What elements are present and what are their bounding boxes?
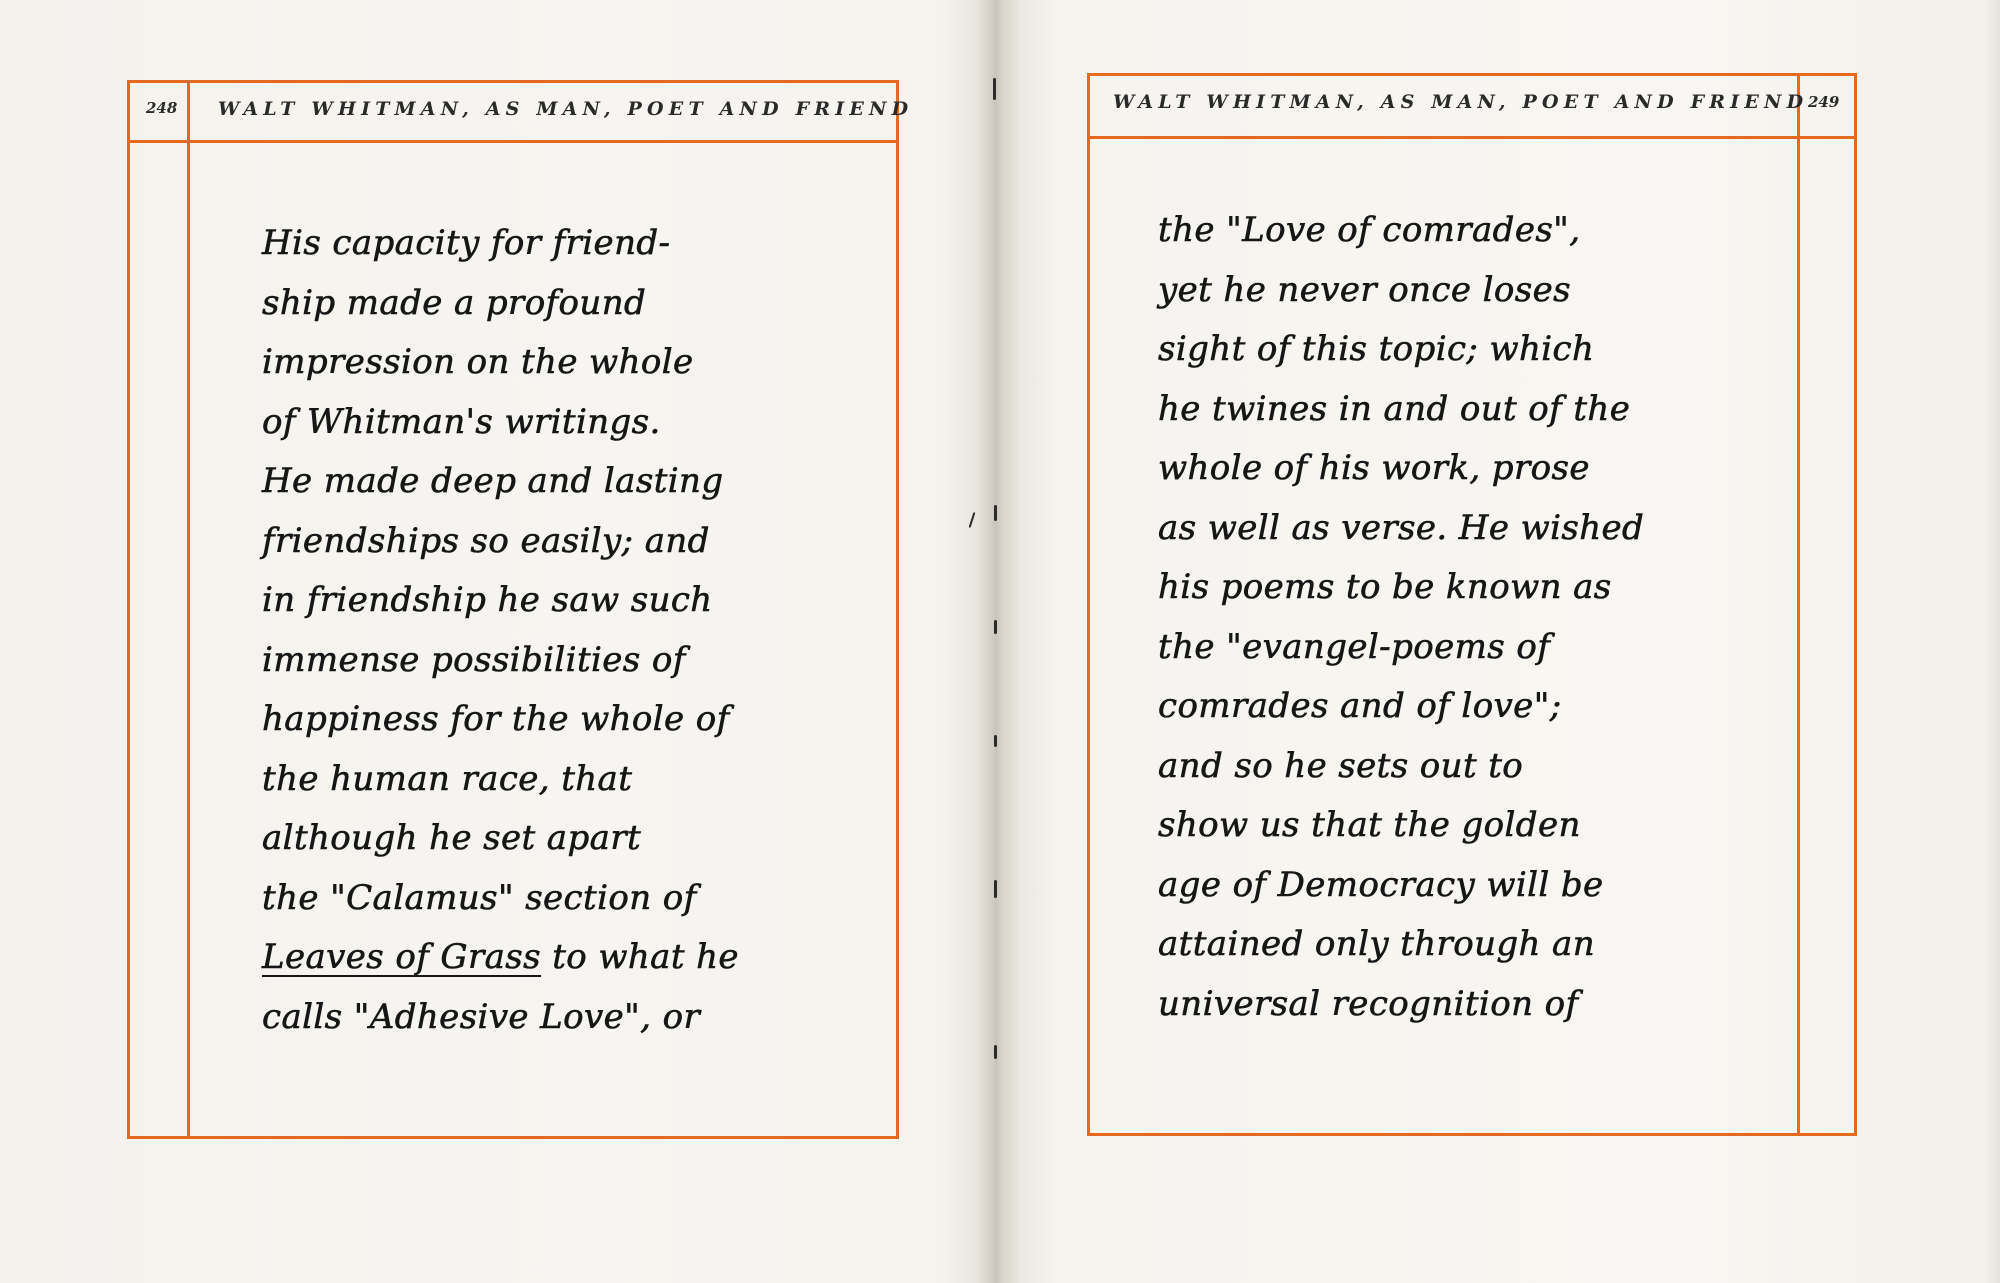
- text-line: impression on the whole: [262, 342, 694, 382]
- handwritten-text: [1158, 201, 1644, 1034]
- text-line: friendships so easily; and: [262, 520, 710, 561]
- underlined-book-title: Leaves of Grass: [262, 937, 541, 977]
- text-line: he twines in and out of the: [1158, 388, 1631, 429]
- running-head: WALT WHITMAN, AS MAN, POET AND FRIEND: [1113, 91, 1809, 113]
- text-line: universal recognition of: [1158, 983, 1579, 1024]
- text-line: yet he never once loses: [1158, 269, 1571, 310]
- text-line: He made deep and lasting: [262, 461, 724, 501]
- text-line: show us that the golden: [1158, 805, 1581, 845]
- text-line: calls "Adhesive Love", or: [262, 996, 701, 1037]
- right-header-rule: [1087, 136, 1857, 139]
- text-line: age of Democracy will be: [1158, 864, 1604, 905]
- text-line: his poems to be known as: [1158, 567, 1612, 607]
- text-line: as well as verse. He wished: [1158, 507, 1645, 548]
- text-line: although he set apart: [262, 818, 642, 858]
- text-line: immense possibilities of: [262, 639, 686, 680]
- running-head: WALT WHITMAN, AS MAN, POET AND FRIEND: [218, 98, 914, 120]
- text-line: of Whitman's writings.: [262, 401, 661, 442]
- text-line: the human race, that: [262, 758, 633, 799]
- text-line: comrades and of love";: [1158, 686, 1562, 726]
- page-number: 249: [1808, 93, 1840, 111]
- page-number: 248: [146, 99, 178, 117]
- text-fragment: to what he: [541, 937, 739, 977]
- text-line: happiness for the whole of: [262, 699, 730, 739]
- text-line: and so he sets out to: [1158, 745, 1524, 786]
- text-line: His capacity for friend-: [262, 223, 671, 263]
- text-line: the "Calamus" section of: [262, 877, 697, 918]
- text-line: ship made a profound: [262, 282, 647, 323]
- right-margin-rule: [1797, 73, 1800, 1136]
- text-line: attained only through an: [1158, 924, 1596, 964]
- text-line: sight of this topic; which: [1158, 329, 1595, 369]
- text-line: whole of his work, prose: [1158, 448, 1590, 488]
- text-line: the "Love of comrades",: [1158, 210, 1581, 250]
- text-line: the "evangel-poems of: [1158, 626, 1551, 667]
- text-line: in friendship he saw such: [262, 580, 713, 620]
